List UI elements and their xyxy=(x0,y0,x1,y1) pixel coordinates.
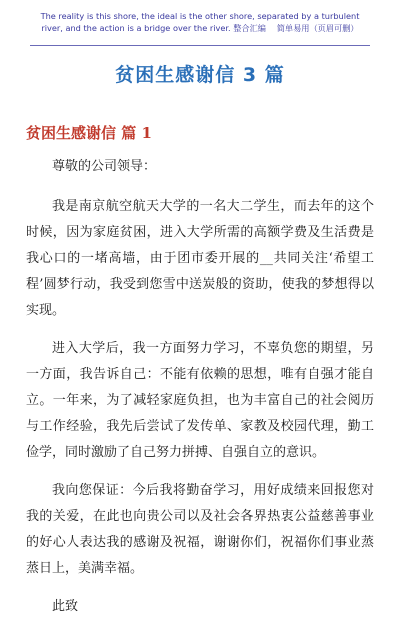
letter-body xyxy=(26,154,374,632)
letter-greeting: 尊敬的公司领导： xyxy=(52,159,157,174)
header-quote: The reality is this shore, the ideal is the other shore, separated by a turbulent river, and the action is a bridge over the river. xyxy=(40,11,360,33)
letter-paragraph: 进入大学后，我一方面努力学习，不辜负您的期望，另一方面，我告诉自己：不能有依赖的思想，唯有自强才能自立。一年来，为了减轻家庭负担，也为丰富自己的社会阅历与工作经验，我先后尝试了发传单、家教及校园代理，勤工俭学，同时激励了自己努力拼搏、自强自立的意识。 xyxy=(26,341,374,460)
document-title: 贫困生感谢信 3 篇 xyxy=(115,64,285,86)
letter-paragraph: 我是南京航空航天大学的一名大二学生，而去年的这个时候，因为家庭贫困，进入大学所需的高额学费及生活费是我心口的一堵高墙，由于团市委开展的__共同关注‘希望工程’圆梦行动，我受到您雪中送炭般的资助，使我的梦想得以实现。 xyxy=(26,199,374,318)
section-title: 贫困生感谢信 篇 1 xyxy=(26,124,152,142)
page-header xyxy=(30,10,370,34)
letter-paragraph: 我向您保证：今后我将勤奋学习，用好成绩来回报您对我的关爱，在此也向贵公司以及社会各界热衷公益慈善事业的好心人表达我的感谢及祝福，谢谢你们，祝福你们事业蒸蒸日上，美满幸福。 xyxy=(26,483,374,576)
header-divider xyxy=(30,45,370,46)
letter-closing: 此致 xyxy=(52,599,79,614)
header-note: 整合汇编 简单易用（页眉可删） xyxy=(233,23,359,33)
